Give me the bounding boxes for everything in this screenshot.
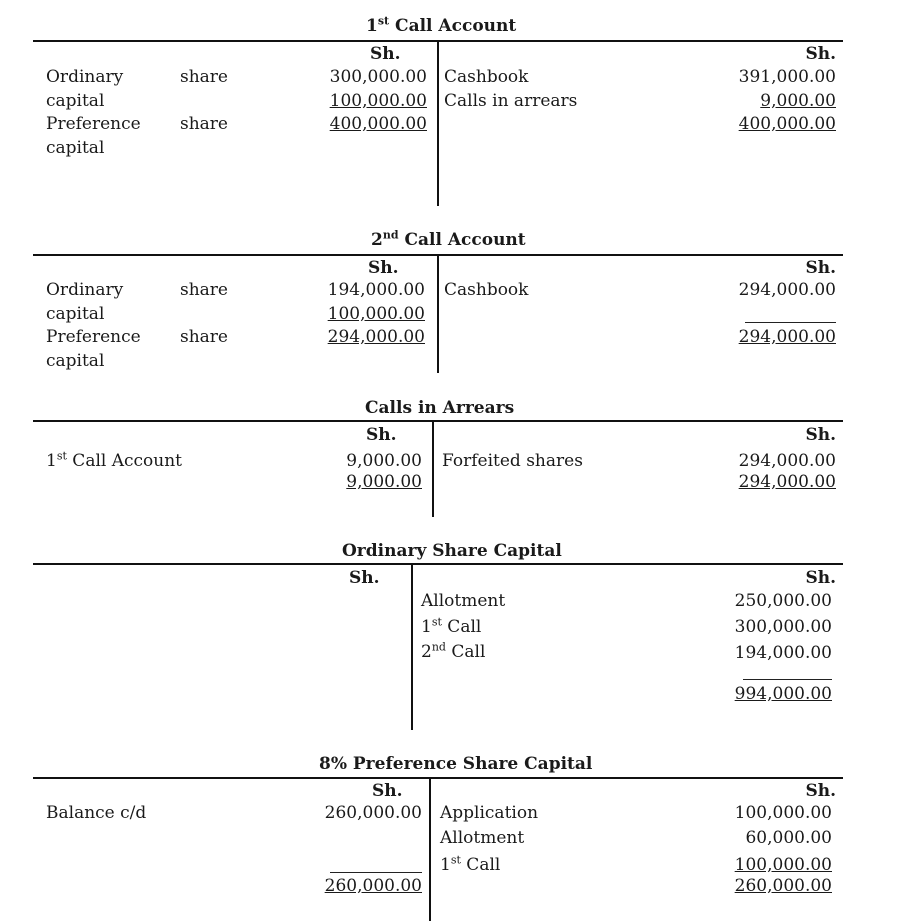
debit-label: Preference xyxy=(46,327,141,347)
label-text: Call xyxy=(460,855,501,875)
credit-header: Sh. xyxy=(805,44,836,64)
debit-label: share xyxy=(180,280,228,300)
title-text: Call Account xyxy=(389,16,517,36)
label-text: Call Account xyxy=(66,451,183,471)
debit-amount: 9,000.00 xyxy=(346,451,422,471)
account-title-preference-share-capital: 8% Preference Share Capital xyxy=(319,754,593,774)
total-rule xyxy=(743,679,832,680)
label-text: Call xyxy=(441,617,482,637)
credit-label: Allotment xyxy=(421,591,506,611)
credit-label xyxy=(421,642,485,662)
account-divider xyxy=(429,779,431,921)
title-text: Call Account xyxy=(398,230,526,250)
debit-label: Balance c/d xyxy=(46,803,147,823)
debit-total: 294,000.00 xyxy=(327,327,425,347)
debit-label xyxy=(46,451,182,471)
credit-label: Cashbook xyxy=(444,67,529,87)
credit-amount: 294,000.00 xyxy=(738,451,836,471)
credit-label: Cashbook xyxy=(444,280,529,300)
account-title-ordinary-share-capital: Ordinary Share Capital xyxy=(342,541,562,561)
credit-total: 994,000.00 xyxy=(734,684,832,704)
account-top-rule xyxy=(33,563,843,565)
debit-label: capital xyxy=(46,304,105,324)
credit-amount: 300,000.00 xyxy=(734,617,832,637)
credit-label: Forfeited shares xyxy=(442,451,583,471)
label-ordinal: st xyxy=(431,615,442,629)
label-text: Call xyxy=(445,642,486,662)
debit-amount: 300,000.00 xyxy=(329,67,427,87)
label-ordinal: nd xyxy=(431,640,446,654)
account-divider xyxy=(432,422,434,517)
debit-amount: 100,000.00 xyxy=(329,91,427,111)
debit-amount: 260,000.00 xyxy=(324,803,422,823)
account-top-rule xyxy=(33,420,843,422)
debit-amount: 194,000.00 xyxy=(327,280,425,300)
credit-label: Application xyxy=(440,803,539,823)
debit-header: Sh. xyxy=(368,258,399,278)
debit-label: Ordinary xyxy=(46,280,124,300)
credit-header: Sh. xyxy=(805,568,836,588)
debit-amount: 100,000.00 xyxy=(327,304,425,324)
credit-header: Sh. xyxy=(805,781,836,801)
credit-label: Allotment xyxy=(440,828,525,848)
total-rule xyxy=(745,322,836,323)
title-ordinal: st xyxy=(377,14,390,28)
label-ordinal: st xyxy=(450,853,461,867)
account-title-calls-in-arrears: Calls in Arrears xyxy=(365,398,515,418)
credit-amount: 391,000.00 xyxy=(738,67,836,87)
label-number: 1 xyxy=(46,451,57,471)
credit-header: Sh. xyxy=(805,425,836,445)
debit-label: share xyxy=(180,67,228,87)
label-ordinal: st xyxy=(56,449,67,463)
title-number: 2 xyxy=(371,230,383,250)
credit-amount: 60,000.00 xyxy=(745,828,832,848)
credit-total: 294,000.00 xyxy=(738,472,836,492)
account-top-rule xyxy=(33,777,843,779)
credit-total: 400,000.00 xyxy=(738,114,836,134)
account-divider xyxy=(411,565,413,730)
title-number: 1 xyxy=(366,16,378,36)
label-number: 1 xyxy=(440,855,451,875)
credit-label xyxy=(440,855,500,875)
debit-total: 9,000.00 xyxy=(346,472,422,492)
debit-total: 260,000.00 xyxy=(324,876,422,896)
label-number: 1 xyxy=(421,617,432,637)
credit-amount: 194,000.00 xyxy=(734,643,832,663)
debit-label: Preference xyxy=(46,114,141,134)
credit-total: 260,000.00 xyxy=(734,876,832,896)
total-rule xyxy=(330,872,422,873)
credit-amount: 9,000.00 xyxy=(760,91,836,111)
credit-amount: 250,000.00 xyxy=(734,591,832,611)
credit-amount: 100,000.00 xyxy=(734,803,832,823)
debit-label: share xyxy=(180,114,228,134)
credit-label: Calls in arrears xyxy=(444,91,578,111)
credit-total: 294,000.00 xyxy=(738,327,836,347)
debit-label: capital xyxy=(46,351,105,371)
debit-total: 400,000.00 xyxy=(329,114,427,134)
debit-header: Sh. xyxy=(349,568,380,588)
credit-amount: 294,000.00 xyxy=(738,280,836,300)
account-title-first-call xyxy=(366,16,516,36)
debit-header: Sh. xyxy=(372,781,403,801)
credit-header: Sh. xyxy=(805,258,836,278)
account-divider xyxy=(437,256,439,373)
account-title-second-call xyxy=(371,230,526,250)
credit-amount: 100,000.00 xyxy=(734,855,832,875)
debit-label: share xyxy=(180,327,228,347)
debit-label: Ordinary xyxy=(46,67,124,87)
title-ordinal: nd xyxy=(382,228,399,242)
debit-label: capital xyxy=(46,91,105,111)
debit-label: capital xyxy=(46,138,105,158)
credit-label xyxy=(421,617,481,637)
account-divider xyxy=(437,42,439,206)
debit-header: Sh. xyxy=(366,425,397,445)
debit-header: Sh. xyxy=(370,44,401,64)
label-number: 2 xyxy=(421,642,432,662)
